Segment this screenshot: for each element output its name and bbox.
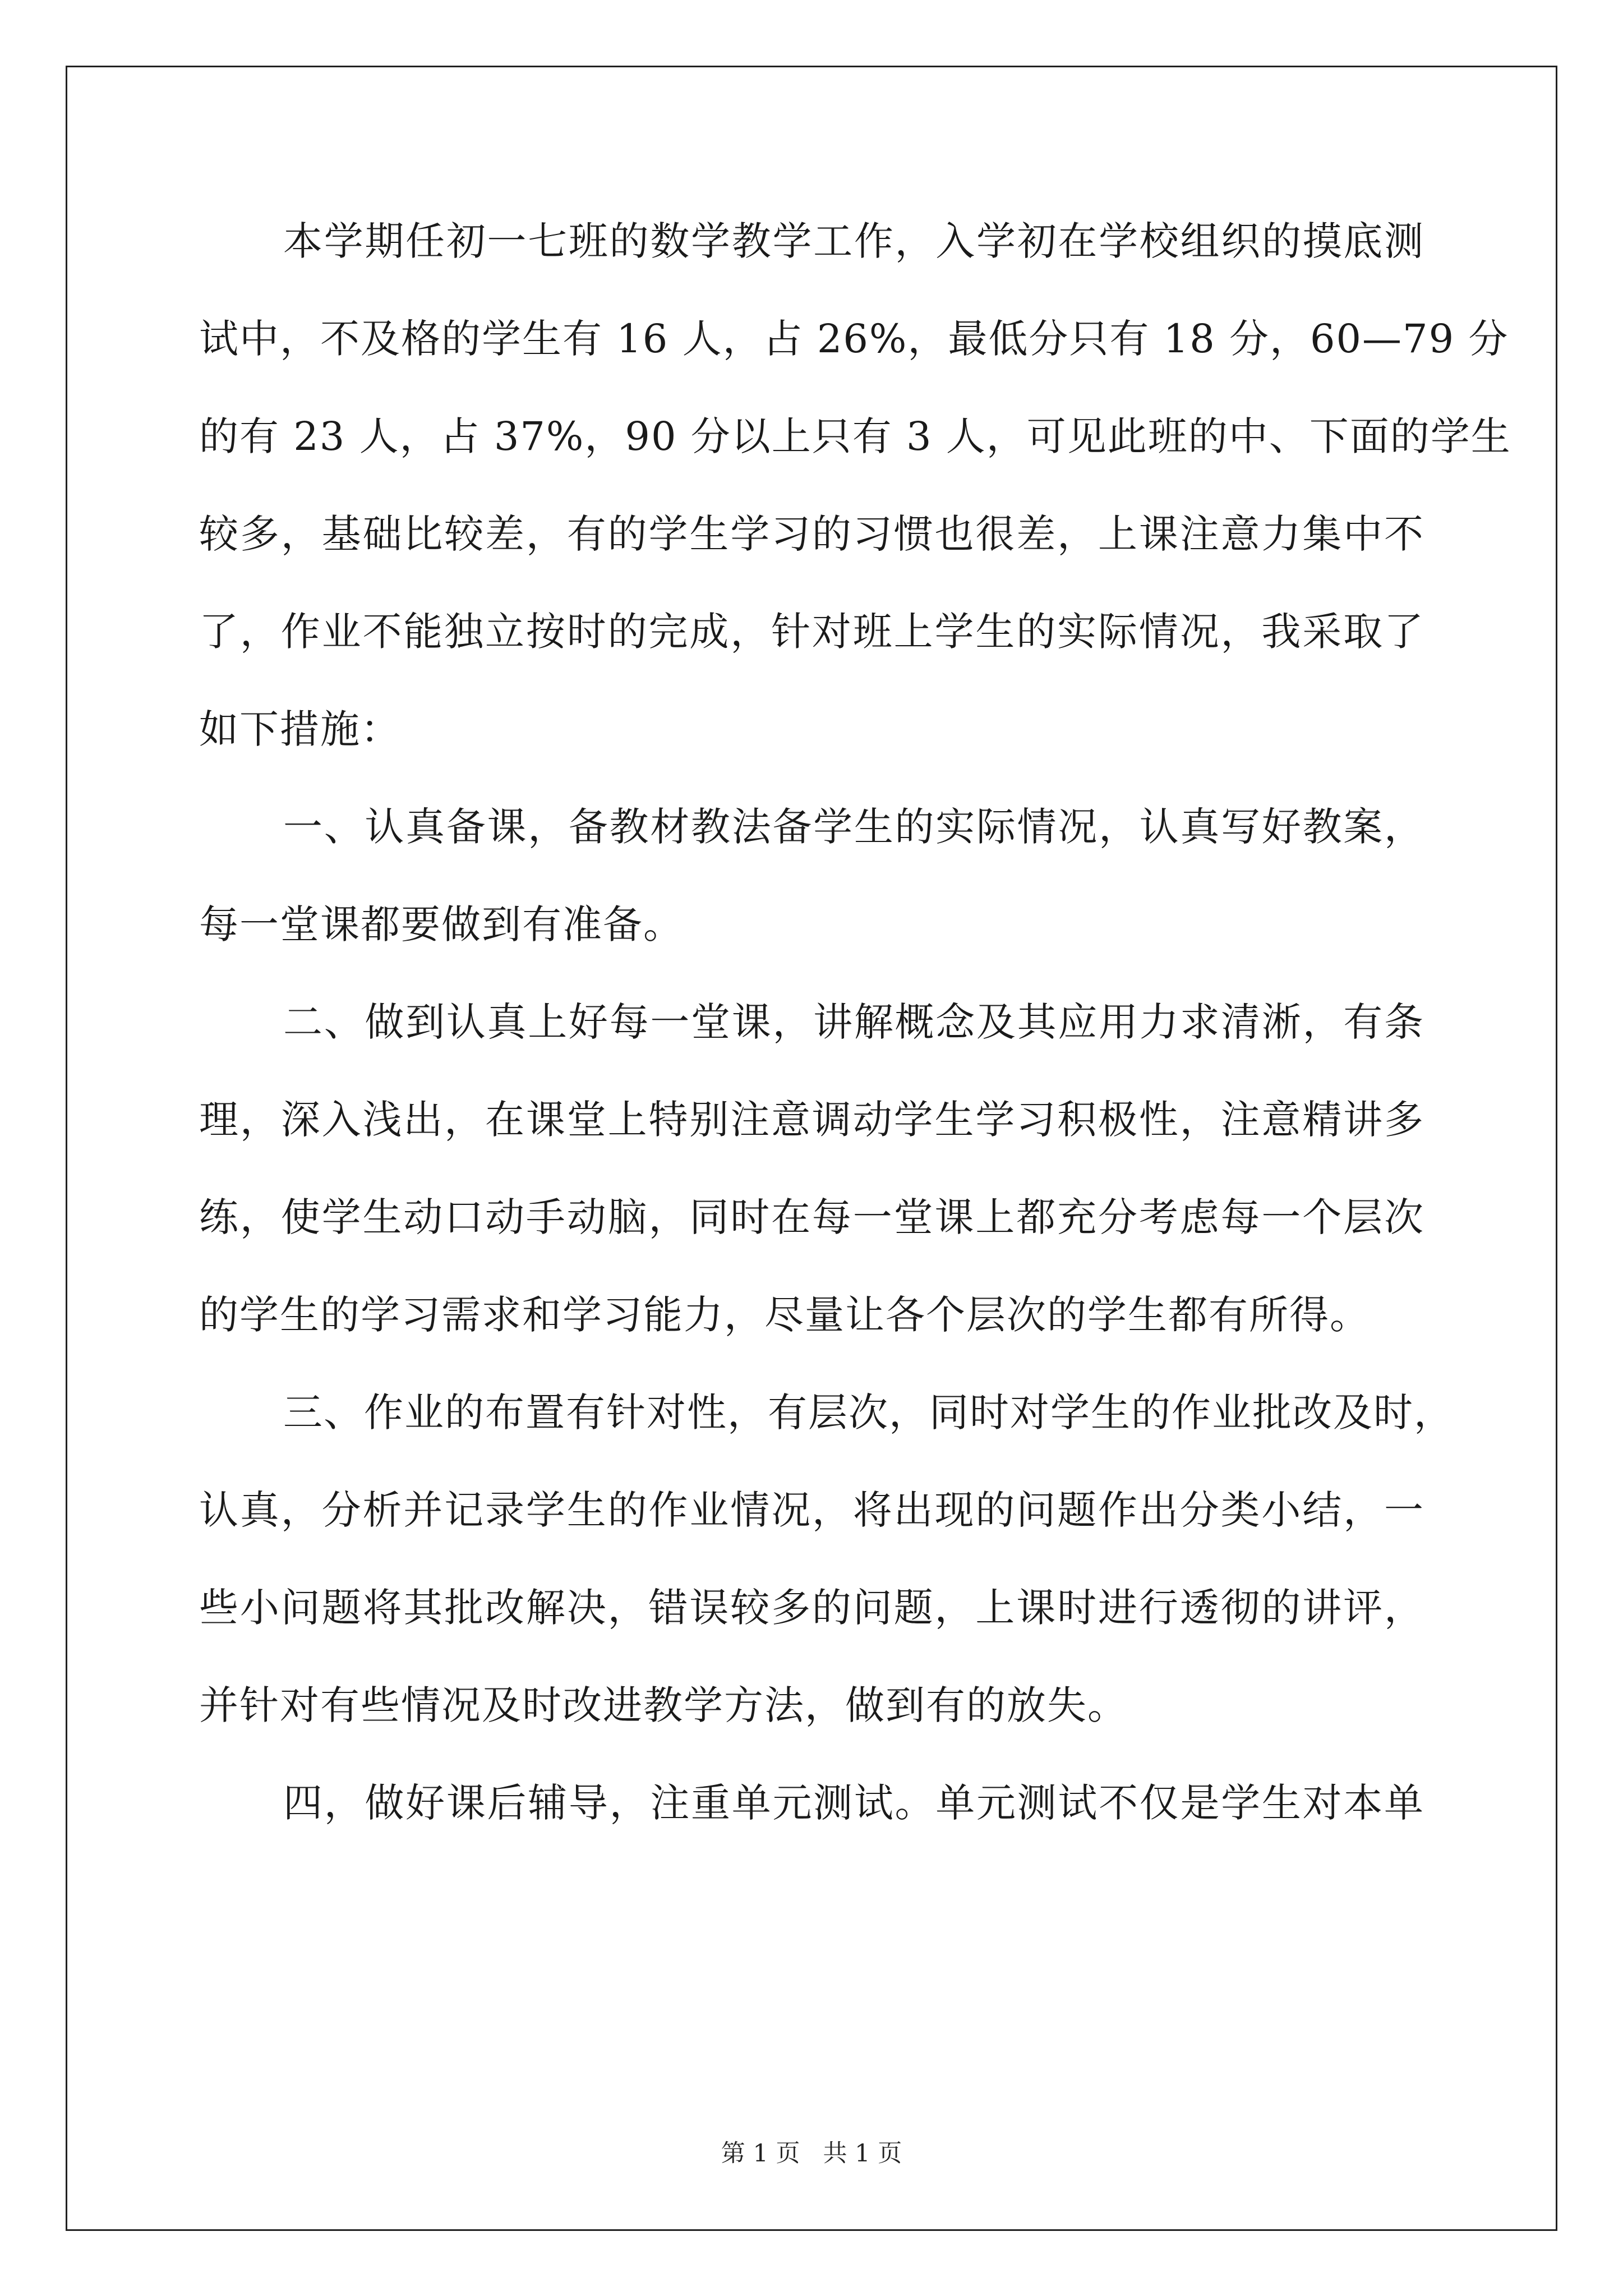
paragraph-1-line: 的有 23 人，占 37%，90 分以上只有 3 人，可见此班的中、下面的学生 bbox=[199, 413, 1511, 459]
paragraph-1-line: 了，作业不能独立按时的完成，针对班上学生的实际情况，我采取了 bbox=[199, 609, 1424, 655]
paragraph-1-line: 本学期任初一七班的数学教学工作，入学初在学校组织的摸底测 bbox=[283, 218, 1424, 264]
paragraph-4-line: 三、作业的布置有针对性，有层次，同时对学生的作业批改及时， bbox=[283, 1389, 1454, 1435]
page-footer bbox=[0, 2139, 1623, 2168]
paragraph-1-line: 如下措施： bbox=[199, 706, 401, 752]
page-total: 共 1 页 bbox=[823, 2139, 902, 2168]
paragraph-5-line: 四，做好课后辅导，注重单元测试。单元测试不仅是学生对本单 bbox=[283, 1780, 1424, 1826]
paragraph-4-line: 并针对有些情况及时改进教学方法，做到有的放失。 bbox=[199, 1682, 1128, 1728]
paragraph-4-line: 些小问题将其批改解决，错误较多的问题，上课时进行透彻的讲评， bbox=[199, 1585, 1424, 1631]
paragraph-1-line: 试中，不及格的学生有 16 人，占 26%，最低分只有 18 分，60—79 分 bbox=[199, 316, 1509, 362]
paragraph-3-line: 练，使学生动口动手动脑，同时在每一堂课上都充分考虑每一个层次 bbox=[199, 1194, 1424, 1240]
paragraph-2-line: 一、认真备课，备教材教法备学生的实际情况，认真写好教案， bbox=[283, 804, 1424, 850]
page-number: 第 1 页 bbox=[721, 2139, 800, 2168]
document-body bbox=[199, 218, 1511, 1881]
paragraph-1-line: 较多，基础比较差，有的学生学习的习惯也很差，上课注意力集中不 bbox=[199, 511, 1424, 557]
paragraph-3-line: 理，深入浅出，在课堂上特别注意调动学生学习积极性，注意精讲多 bbox=[199, 1097, 1424, 1143]
paragraph-2-line: 每一堂课都要做到有准备。 bbox=[199, 901, 684, 947]
paragraph-3-line: 二、做到认真上好每一堂课，讲解概念及其应用力求清淅，有条 bbox=[283, 999, 1424, 1045]
paragraph-3-line: 的学生的学习需求和学习能力，尽量让各个层次的学生都有所得。 bbox=[199, 1292, 1370, 1338]
paragraph-4-line: 认真，分析并记录学生的作业情况，将出现的问题作出分类小结，一 bbox=[199, 1487, 1424, 1533]
